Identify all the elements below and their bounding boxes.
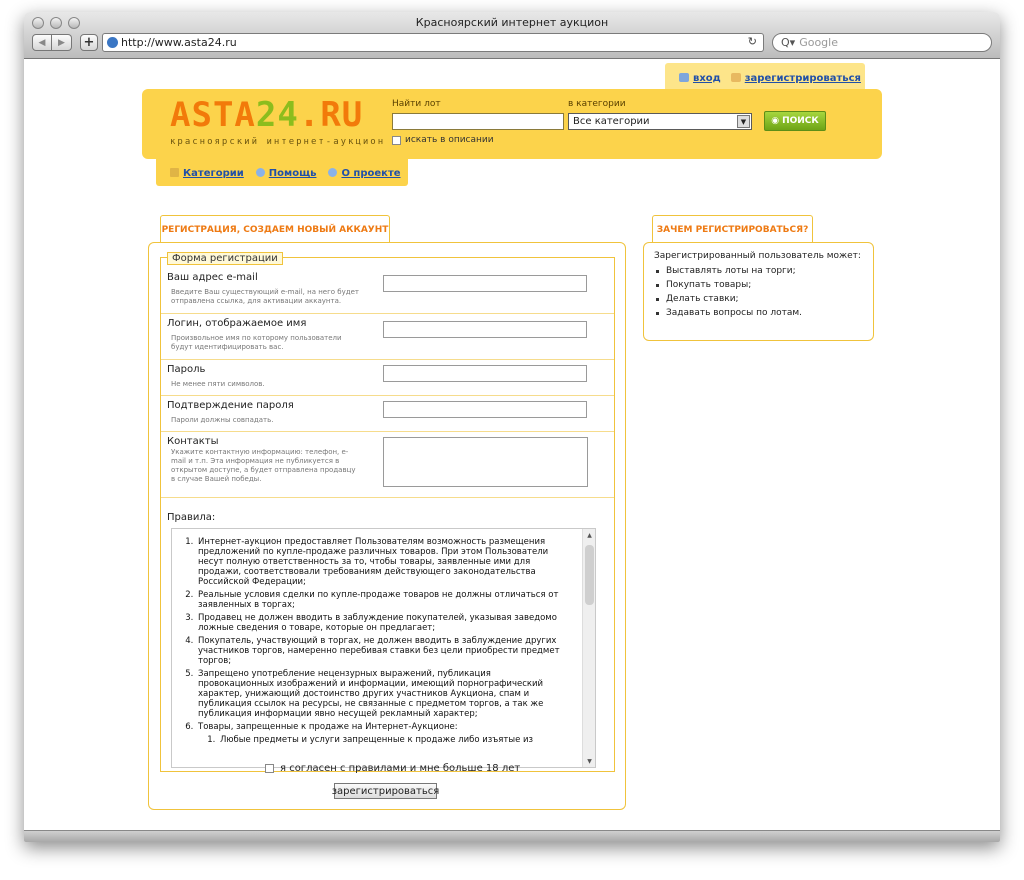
rule-item: 4. Покупатель, участвующий в торгах, не должен вводить в заблуждение других участников торгов, намеренно перебивая ставки без цели приобрести предмет торгов; [196,636,567,666]
why-item: Задавать вопросы по лотам. [654,308,863,318]
password-confirm-label: Подтверждение пароля [167,400,294,411]
register-icon [731,73,741,82]
status-bar [24,830,1000,842]
contacts-label: Контакты [167,436,219,447]
register-link[interactable]: зарегистрироваться [744,72,861,84]
why-item: Покупать товары; [654,280,863,290]
password-confirm-hint: Пароли должны совпадать. [171,416,274,424]
contacts-hint: Укажите контактную информацию: телефон, e-mail и т.п. Эта информация не публикуется в открытом доступе, а будет отправлена продавцу в случае Вашей победы. [171,448,356,483]
password-row [161,360,614,396]
password-confirm-field[interactable] [383,401,587,418]
globe-icon [107,37,118,48]
rule-item-text: Товары, запрещенные к продаже на Интернет-Аукционе: [198,722,458,732]
search-description-checkbox[interactable] [392,136,401,145]
email-label: Ваш адрес e-mail [167,272,258,283]
info-icon [328,168,337,177]
password-hint: Не менее пяти символов. [171,380,265,388]
login-hint: Произвольное имя по которому пользователи будут идентифицировать вас. [171,334,342,351]
menu-categories[interactable]: Категории [183,168,244,179]
password-label: Пароль [167,364,206,375]
url-text: http://www.asta24.ru [121,36,237,49]
login-label: Логин, отображаемое имя [167,318,307,329]
rules-scrollbar[interactable] [582,529,595,767]
browser-window [24,12,1000,842]
rules-label: Правила: [167,512,216,523]
window-title: Красноярский интернет аукцион [415,16,609,29]
categories-icon [170,168,179,177]
rule-item: 5. Запрещено употребление нецензурных выражений, публикация провокационных изображений и информации, имеющий порнографический характер, унижающий достоинство других участников Аукциона, спам и публикация ссылок на ресурсы, не связанные с предметом торгов, а так же публикация информации явно несущей рекламный характер; [196,669,567,719]
why-item: Выставлять лоты на торги; [654,266,863,276]
contacts-row [161,432,614,498]
scroll-down-icon[interactable]: ▼ [587,757,592,765]
scroll-thumb[interactable] [585,545,594,605]
registration-tab: РЕГИСТРАЦИЯ, СОЗДАЕМ НОВЫЙ АККАУНТ [160,215,390,243]
address-bar[interactable] [102,33,764,52]
add-bookmark-button[interactable]: + [80,34,98,51]
logo-tld: .RU [298,95,364,135]
site-logo[interactable] [170,95,363,135]
register-button[interactable]: зарегистрироваться [334,783,437,799]
site-header [142,89,882,159]
email-field[interactable] [383,275,587,292]
page-content [24,59,1000,832]
forward-button[interactable]: ▶ [52,34,72,51]
site-tagline: красноярский интернет-аукцион [170,137,386,147]
password-confirm-row [161,396,614,432]
registration-panel [148,242,626,810]
lot-search-input[interactable] [392,113,564,130]
menu-help[interactable]: Помощь [268,168,317,179]
email-hint: Введите Ваш существующий e-mail, на него будет отправлена ссылка, для активации аккаунта. [171,288,359,305]
why-item: Делать ставки; [654,294,863,304]
auth-tab [665,63,865,91]
category-select[interactable] [568,113,752,130]
search-button-label: ПОИСК [782,116,819,126]
password-field[interactable] [383,365,587,382]
menu-about[interactable]: О проекте [341,168,401,179]
login-field[interactable] [383,321,587,338]
form-legend: Форма регистрации [167,252,283,265]
logo-number: 24 [255,95,299,135]
why-list [654,266,863,318]
search-button[interactable] [764,111,826,131]
contacts-field[interactable] [383,437,588,487]
main-menu [156,159,408,186]
dropdown-arrow-icon[interactable]: ▼ [737,115,750,128]
logo-text: ASTA [170,95,256,135]
reload-icon[interactable]: ↻ [747,35,757,48]
rules-textbox[interactable] [171,528,596,768]
login-row [161,314,614,360]
nav-buttons [32,34,72,51]
scroll-up-icon[interactable]: ▲ [587,531,592,539]
rule-subitem: 1. Любые предметы и услуги запрещенные к продаже либо изъятые из [218,735,567,745]
registration-form [160,253,615,772]
agree-checkbox-row[interactable] [265,763,520,774]
rule-item: 1. Интернет-аукцион предоставляет Пользователям возможность размещения предложений по купле-продаже различных товаров. При этом Пользователи несут полную ответственность за то, чтобы товары, заявленные ими для продажи, соответствовали требованиям действующего законодательства Российской Федерации; [196,537,567,587]
rule-item: 3. Продавец не должен вводить в заблуждение покупателей, указывая заведомо ложные сведения о товаре, которые он предлагает; [196,613,567,633]
rule-item: 2. Реальные условия сделки по купле-продаже товаров не должны отличаться от заявленных в торгах; [196,590,567,610]
help-icon [256,168,265,177]
find-lot-label: Найти лот [392,99,441,109]
login-icon [679,73,689,82]
category-label: в категории [568,99,626,109]
search-button-icon: ◉ [771,116,780,126]
login-link[interactable]: вход [693,72,721,84]
agree-label: я согласен с правилами и мне больше 18 лет [280,763,521,774]
search-icon: Q▾ [781,36,796,49]
google-search-field[interactable] [772,33,992,52]
why-register-tab: ЗАЧЕМ РЕГИСТРИРОВАТЬСЯ? [652,215,813,243]
why-register-panel [643,242,874,341]
rules-list [172,537,567,748]
email-row [161,268,614,314]
agree-checkbox[interactable] [265,764,274,773]
why-intro: Зарегистрированный пользователь может: [654,251,861,261]
search-description-label: искать в описании [405,135,494,145]
rule-item [196,722,567,745]
back-button[interactable]: ◀ [32,34,52,51]
title-bar [24,12,1000,59]
search-in-description[interactable] [392,135,494,145]
category-value: Все категории [573,116,650,127]
google-search-placeholder: Google [799,36,838,49]
